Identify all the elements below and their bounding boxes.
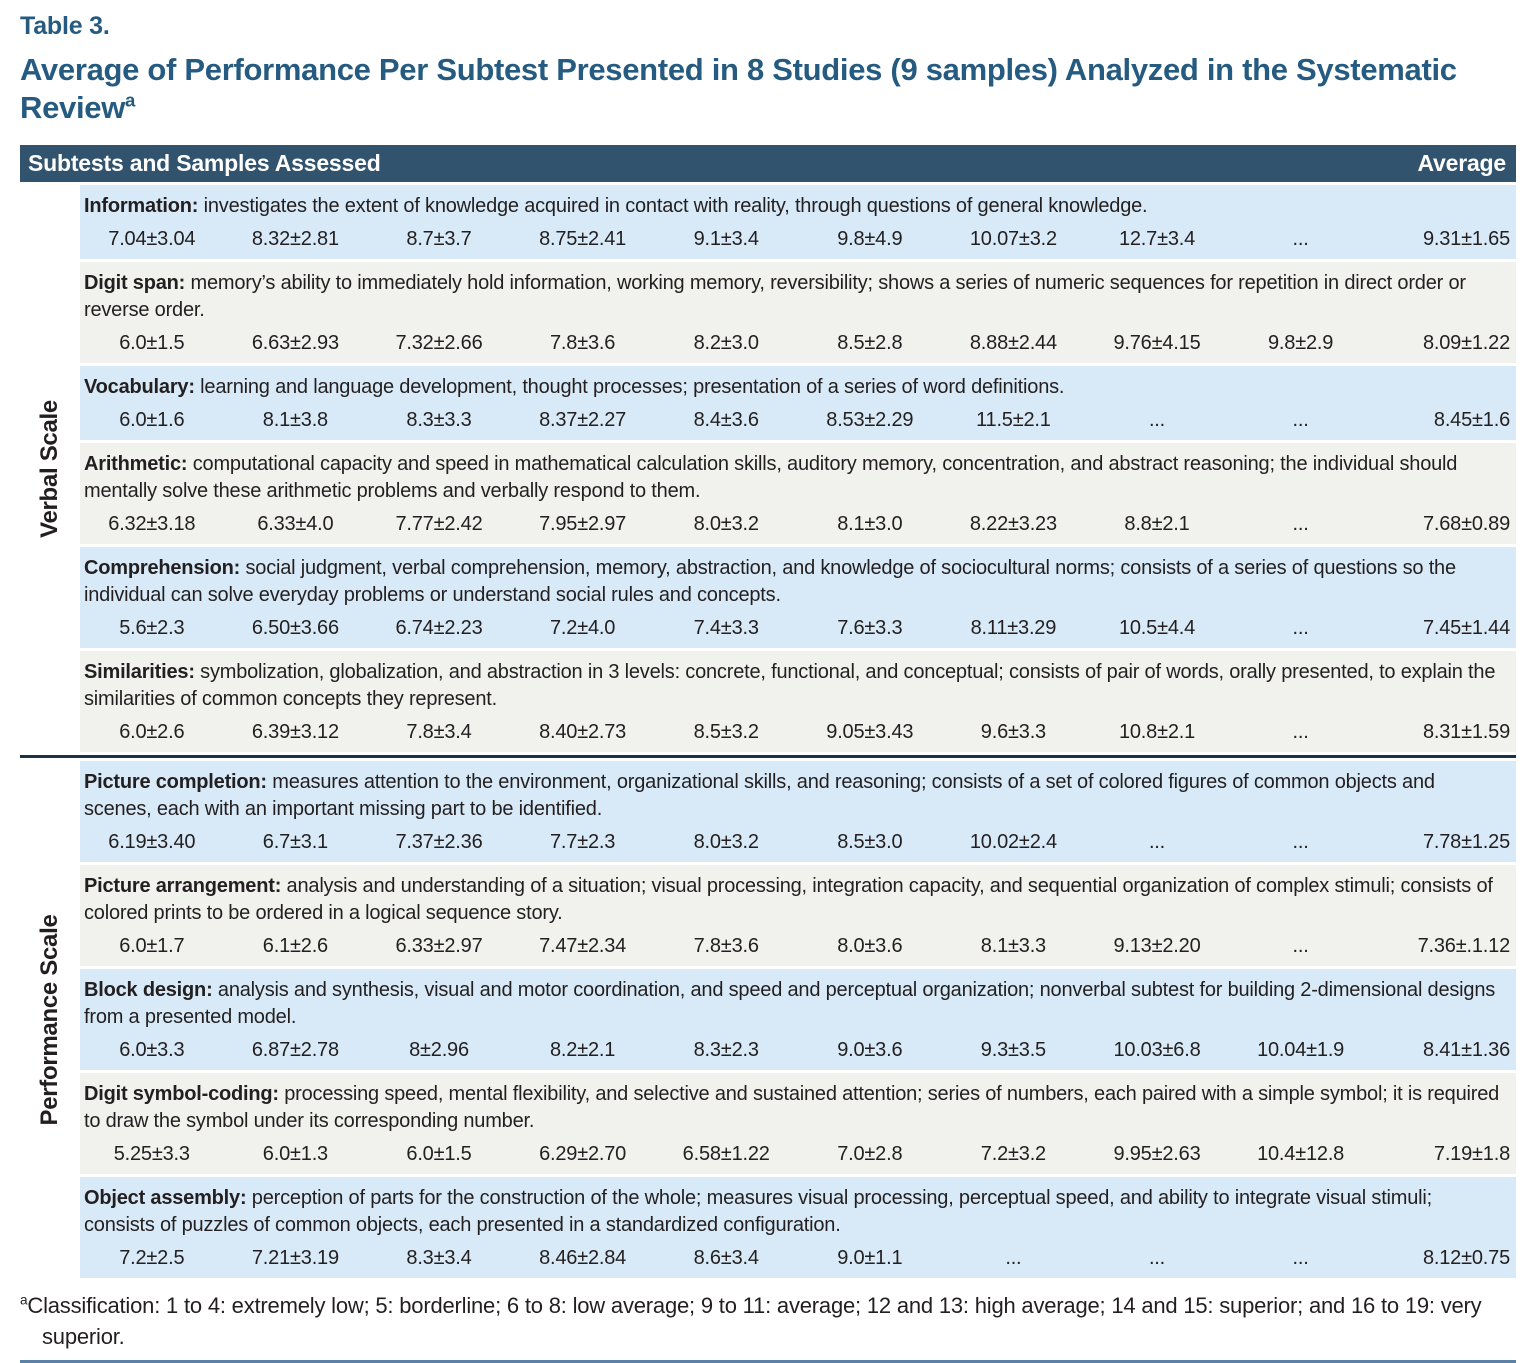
subtest-block bbox=[80, 1073, 1516, 1174]
subtest-name: Comprehension: bbox=[84, 557, 241, 579]
value-cell: 7.6±3.3 bbox=[837, 617, 903, 639]
subtest-block bbox=[80, 443, 1516, 544]
value-cell: 7.77±2.42 bbox=[395, 513, 483, 535]
subtest-desc bbox=[80, 190, 1516, 220]
value-cell: 10.4±12.8 bbox=[1257, 1143, 1345, 1165]
value-cell: 7.7±2.3 bbox=[550, 831, 616, 853]
subtest-description: measures attention to the environment, organizational skills, and reasoning; consists of a set of colored figures of common objects and scenes, each with an important missing part to be identified. bbox=[84, 771, 1435, 820]
value-cell: 6.1±2.6 bbox=[262, 935, 328, 957]
value-cell: 6.74±2.23 bbox=[395, 617, 483, 639]
scale-label: Performance Scale bbox=[36, 913, 63, 1126]
subtest-block bbox=[80, 865, 1516, 966]
value-cell: 8.31±1.59 bbox=[1422, 721, 1510, 743]
value-cell: ... bbox=[1292, 1247, 1309, 1269]
subtest-desc bbox=[80, 371, 1516, 401]
value-cell: ... bbox=[1148, 831, 1166, 853]
value-cell: 6.0±1.6 bbox=[119, 409, 185, 431]
value-cell: 5.25±3.3 bbox=[113, 1143, 190, 1165]
value-cell: 10.04±1.9 bbox=[1257, 1039, 1345, 1061]
value-cell: 6.7±3.1 bbox=[262, 831, 328, 853]
value-cell: ... bbox=[1292, 617, 1309, 639]
value-cell: 6.33±2.97 bbox=[395, 935, 483, 957]
subtest-name: Digit symbol-coding: bbox=[84, 1083, 279, 1105]
scale-section-verbal-scale bbox=[20, 185, 1516, 752]
value-cell: 6.87±2.78 bbox=[251, 1039, 339, 1061]
value-cell: 9.8±2.9 bbox=[1268, 332, 1334, 354]
value-cell: 8.0±3.2 bbox=[693, 513, 759, 535]
subtest-desc bbox=[80, 1078, 1516, 1135]
values-row bbox=[80, 927, 1516, 966]
subtest-block bbox=[80, 366, 1516, 440]
value-cell: 6.0±1.5 bbox=[119, 332, 185, 354]
subtest-desc bbox=[80, 766, 1516, 823]
value-cell: 8.1±3.8 bbox=[262, 409, 328, 431]
value-cell: 7.36±.1.12 bbox=[1417, 935, 1510, 957]
value-cell: 9.05±3.43 bbox=[826, 721, 914, 743]
value-cell: 6.63±2.93 bbox=[251, 332, 339, 354]
value-cell: 6.0±2.6 bbox=[119, 721, 185, 743]
subtest-desc bbox=[80, 552, 1516, 609]
value-cell: 8.53±2.29 bbox=[826, 409, 914, 431]
value-cell: 8.5±3.2 bbox=[693, 721, 759, 743]
value-cell: 7.37±2.36 bbox=[395, 831, 483, 853]
value-cell: 8.5±3.0 bbox=[837, 831, 903, 853]
value-cell: 8.45±1.6 bbox=[1433, 409, 1510, 431]
subtest-name: Object assembly: bbox=[84, 1187, 247, 1209]
value-cell: 8±2.96 bbox=[409, 1039, 469, 1061]
value-cell: 8.3±3.3 bbox=[406, 409, 472, 431]
value-cell: 9.31±1.65 bbox=[1422, 228, 1510, 250]
value-cell: 6.58±1.22 bbox=[682, 1143, 770, 1165]
scale-column bbox=[20, 761, 80, 1278]
value-cell: 6.0±1.7 bbox=[119, 935, 185, 957]
value-cell: 6.33±4.0 bbox=[257, 513, 334, 535]
value-cell: 9.3±3.5 bbox=[980, 1039, 1046, 1061]
value-cell: 10.02±2.4 bbox=[969, 831, 1057, 853]
value-cell: 7.95±2.97 bbox=[539, 513, 627, 535]
value-cell: 6.50±3.66 bbox=[251, 617, 339, 639]
subtest-block bbox=[80, 761, 1516, 862]
value-cell: 7.32±2.66 bbox=[395, 332, 483, 354]
value-cell: ... bbox=[1292, 831, 1309, 853]
section-rows bbox=[80, 761, 1516, 1278]
subtest-desc bbox=[80, 974, 1516, 1031]
value-cell: 7.45±1.44 bbox=[1422, 617, 1510, 639]
value-cell: ... bbox=[1292, 228, 1309, 250]
subtest-description: perception of parts for the construction of the whole; measures visual processing, perceptual speed, and ability to integrate visual stimuli; consists of puzzles of common objects, each presented in a standardized configuration. bbox=[84, 1187, 1433, 1236]
value-cell: 8.3±2.3 bbox=[693, 1039, 759, 1061]
value-cell: 7.0±2.8 bbox=[837, 1143, 903, 1165]
value-cell: 7.8±3.6 bbox=[550, 332, 616, 354]
value-cell: ... bbox=[1292, 721, 1309, 743]
subtest-description: analysis and understanding of a situation; visual processing, integration capacity, and sequential organization of complex stimuli; consists of colored prints to be ordered in a logical sequence story. bbox=[84, 875, 1493, 924]
value-cell: 8.75±2.41 bbox=[539, 228, 627, 250]
footnote-marker: a bbox=[20, 1292, 28, 1308]
header-subtests-label: Subtests and Samples Assessed bbox=[28, 150, 381, 176]
values-row bbox=[80, 609, 1516, 648]
value-cell: 7.2±4.0 bbox=[550, 617, 616, 639]
value-cell: 8.2±2.1 bbox=[550, 1039, 616, 1061]
value-cell: 7.68±0.89 bbox=[1422, 513, 1510, 535]
value-cell: 8.12±0.75 bbox=[1422, 1247, 1510, 1269]
value-cell: 9.1±3.4 bbox=[693, 228, 759, 250]
subtest-description: computational capacity and speed in mathematical calculation skills, auditory memory, concentration, and abstract reasoning; the individual should mentally solve these arithmetic problems and verbally respond to them. bbox=[84, 453, 1458, 502]
values-row bbox=[80, 1135, 1516, 1174]
value-cell: 8.8±2.1 bbox=[1124, 513, 1190, 535]
value-cell: 8.22±3.23 bbox=[969, 513, 1057, 535]
subtest-block bbox=[80, 651, 1516, 752]
value-cell: 9.0±1.1 bbox=[837, 1247, 903, 1269]
value-cell: 8.6±3.4 bbox=[693, 1247, 759, 1269]
value-cell: 8.37±2.27 bbox=[539, 409, 627, 431]
value-cell: 8.1±3.3 bbox=[980, 935, 1046, 957]
values-row bbox=[80, 324, 1516, 363]
subtest-desc bbox=[80, 448, 1516, 505]
value-cell: ... bbox=[1148, 409, 1166, 431]
value-cell: 7.47±2.34 bbox=[539, 935, 627, 957]
value-cell: 8.46±2.84 bbox=[539, 1247, 627, 1269]
value-cell: 10.03±6.8 bbox=[1113, 1039, 1201, 1061]
subtest-name: Picture completion: bbox=[84, 771, 267, 793]
value-cell: 6.29±2.70 bbox=[539, 1143, 627, 1165]
subtest-name: Information: bbox=[84, 195, 199, 217]
values-row bbox=[80, 220, 1516, 259]
value-cell: 9.0±3.6 bbox=[837, 1039, 903, 1061]
subtest-block bbox=[80, 547, 1516, 648]
values-row bbox=[80, 1239, 1516, 1278]
value-cell: 11.5±2.1 bbox=[976, 409, 1051, 431]
subtest-desc bbox=[80, 656, 1516, 713]
value-cell: ... bbox=[1005, 1247, 1022, 1269]
subtest-desc bbox=[80, 1182, 1516, 1239]
value-cell: 8.0±3.2 bbox=[693, 831, 759, 853]
value-cell: 7.8±3.6 bbox=[693, 935, 759, 957]
subtest-description: symbolization, globalization, and abstraction in 3 levels: concrete, functional, and conceptual; consists of pair of words, orally presented, to explain the similarities of common concepts they represent. bbox=[84, 661, 1496, 710]
table-title-superscript: a bbox=[125, 89, 136, 111]
subtest-block bbox=[80, 969, 1516, 1070]
subtest-name: Vocabulary: bbox=[84, 376, 195, 398]
values-row bbox=[80, 713, 1516, 752]
value-cell: 8.88±2.44 bbox=[969, 332, 1057, 354]
value-cell: 8.4±3.6 bbox=[693, 409, 759, 431]
value-cell: 7.2±2.5 bbox=[119, 1247, 185, 1269]
value-cell: 8.1±3.0 bbox=[837, 513, 903, 535]
scale-label: Verbal Scale bbox=[36, 399, 63, 538]
values-row bbox=[80, 823, 1516, 862]
value-cell: ... bbox=[1292, 513, 1309, 535]
footnote-text: Classification: 1 to 4: extremely low; 5: borderline; 6 to 8: low average; 9 to 11: average; 12 and 13: high average; 14 and 15: superior; and 16 to 19: very superior. bbox=[27, 1293, 1482, 1349]
subtest-description: investigates the extent of knowledge acquired in contact with reality, through questions of general knowledge. bbox=[203, 195, 1148, 217]
values-row bbox=[80, 505, 1516, 544]
table-number-label: Table 3. bbox=[20, 12, 110, 40]
subtest-name: Similarities: bbox=[84, 661, 195, 683]
value-cell: 7.04±3.04 bbox=[108, 228, 196, 250]
value-cell: 6.39±3.12 bbox=[251, 721, 339, 743]
value-cell: 6.32±3.18 bbox=[108, 513, 196, 535]
value-cell: 7.19±1.8 bbox=[1433, 1143, 1510, 1165]
section-divider bbox=[20, 755, 1516, 758]
scale-section-performance-scale bbox=[20, 761, 1516, 1278]
subtest-block bbox=[80, 1177, 1516, 1278]
value-cell: 9.76±4.15 bbox=[1113, 332, 1201, 354]
value-cell: 7.78±1.25 bbox=[1422, 831, 1510, 853]
value-cell: 10.07±3.2 bbox=[969, 228, 1057, 250]
subtest-description: analysis and synthesis, visual and motor coordination, and speed and perceptual organization; nonverbal subtest for building 2-dimensional designs from a presented model. bbox=[84, 979, 1496, 1028]
subtest-description: processing speed, mental flexibility, and selective and sustained attention; series of numbers, each paired with a simple symbol; it is required to draw the symbol under its corresponding number. bbox=[84, 1083, 1500, 1132]
table-title bbox=[20, 51, 1470, 127]
value-cell: 8.0±3.6 bbox=[837, 935, 903, 957]
value-cell: 9.95±2.63 bbox=[1113, 1143, 1201, 1165]
value-cell: 9.6±3.3 bbox=[980, 721, 1046, 743]
value-cell: 8.7±3.7 bbox=[406, 228, 472, 250]
value-cell: 8.11±3.29 bbox=[970, 617, 1057, 639]
value-cell: 8.41±1.36 bbox=[1422, 1039, 1510, 1061]
subtest-description: social judgment, verbal comprehension, memory, abstraction, and knowledge of sociocultural norms; consists of a series of questions so the individual can solve everyday problems or understand social rules and concepts. bbox=[84, 557, 1456, 606]
value-cell: 12.7±3.4 bbox=[1118, 228, 1196, 250]
value-cell: 6.0±3.3 bbox=[119, 1039, 185, 1061]
value-cell: 6.0±1.5 bbox=[406, 1143, 472, 1165]
value-cell: 8.5±2.8 bbox=[837, 332, 903, 354]
subtest-description: memory’s ability to immediately hold information, working memory, reversibility; shows a series of numeric sequences for repetition in direct order or reverse order. bbox=[84, 272, 1466, 321]
value-cell: 6.19±3.40 bbox=[108, 831, 196, 853]
subtest-description: learning and language development, thought processes; presentation of a series of word definitions. bbox=[200, 376, 1065, 398]
value-cell: 7.2±3.2 bbox=[980, 1143, 1046, 1165]
value-cell: ... bbox=[1292, 409, 1309, 431]
subtest-name: Picture arrangement: bbox=[84, 875, 282, 897]
value-cell: 10.8±2.1 bbox=[1118, 721, 1196, 743]
subtest-name: Block design: bbox=[84, 979, 213, 1001]
subtest-name: Arithmetic: bbox=[84, 453, 188, 475]
value-cell: 7.4±3.3 bbox=[693, 617, 759, 639]
value-cell: 7.21±3.19 bbox=[251, 1247, 339, 1269]
footnote bbox=[20, 1290, 1516, 1352]
subtest-name: Digit span: bbox=[84, 272, 186, 294]
values-row bbox=[80, 1031, 1516, 1070]
header-average-label: Average bbox=[1417, 150, 1506, 176]
value-cell: 7.8±3.4 bbox=[406, 721, 472, 743]
value-cell: 8.3±3.4 bbox=[406, 1247, 472, 1269]
value-cell: 8.32±2.81 bbox=[251, 228, 339, 250]
value-cell: 9.8±4.9 bbox=[837, 228, 903, 250]
subtest-block bbox=[80, 262, 1516, 363]
table-body bbox=[20, 185, 1516, 1278]
table-header-bar bbox=[20, 145, 1516, 182]
value-cell: 9.13±2.20 bbox=[1113, 935, 1201, 957]
values-row bbox=[80, 401, 1516, 440]
value-cell: 6.0±1.3 bbox=[262, 1143, 328, 1165]
table-title-text: Average of Performance Per Subtest Presented in 8 Studies (9 samples) Analyzed in the Systematic Review bbox=[20, 52, 1457, 125]
subtest-block bbox=[80, 185, 1516, 259]
value-cell: ... bbox=[1292, 935, 1309, 957]
value-cell: 8.40±2.73 bbox=[539, 721, 627, 743]
value-cell: 10.5±4.4 bbox=[1118, 617, 1196, 639]
subtest-desc bbox=[80, 267, 1516, 324]
scale-column bbox=[20, 185, 80, 752]
value-cell: ... bbox=[1148, 1247, 1166, 1269]
value-cell: 8.2±3.0 bbox=[693, 332, 759, 354]
subtest-desc bbox=[80, 870, 1516, 927]
value-cell: 8.09±1.22 bbox=[1422, 332, 1510, 354]
section-rows bbox=[80, 185, 1516, 752]
value-cell: 5.6±2.3 bbox=[119, 617, 185, 639]
